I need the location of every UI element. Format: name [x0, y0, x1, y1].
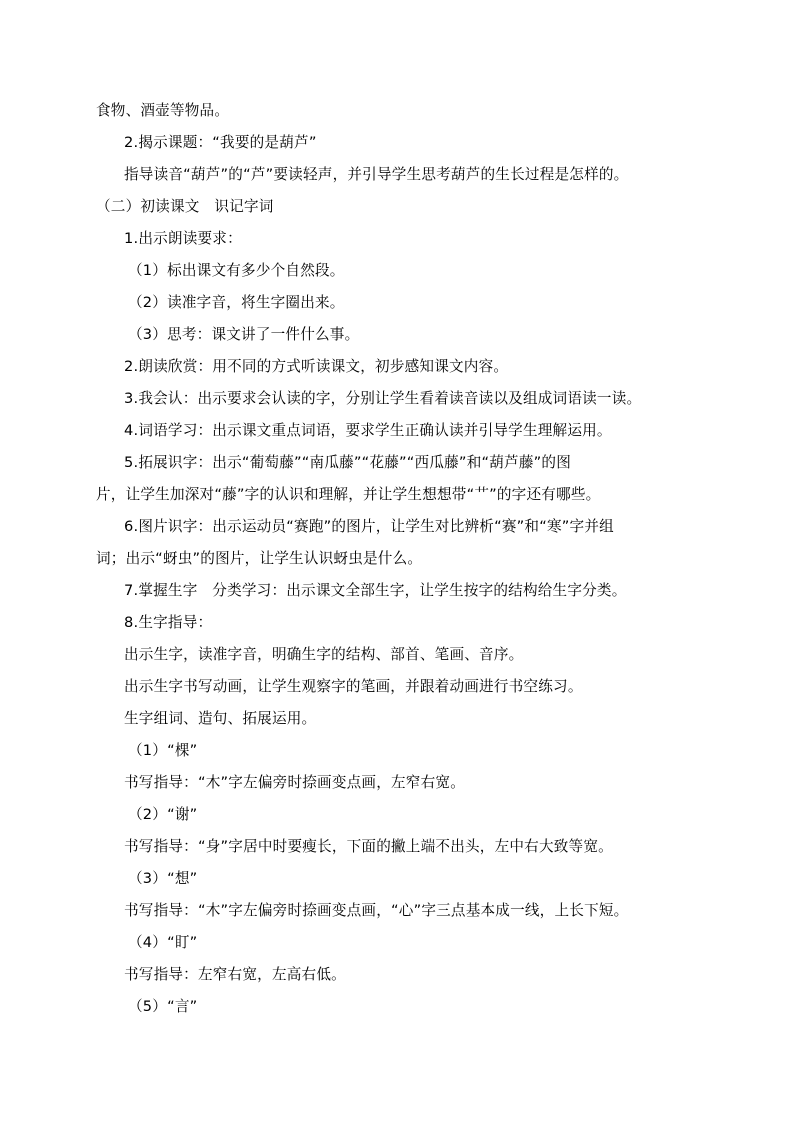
text-line: 指导读音“葫芦”的“芦”要读轻声，并引导学生思考葫芦的生长过程是怎样的。 — [124, 166, 629, 183]
char-heading: （2）“谢” — [128, 806, 198, 823]
text-line: 7.掌握生字 分类学习：出示课文全部生字，让学生按字的结构给生字分类。 — [124, 582, 627, 599]
text-line: 6.图片识字：出示运动员“赛跑”的图片，让学生对比辨析“赛”和“寒”字并组 — [124, 518, 614, 535]
text-line: 书写指导：“木”字左偏旁时捺画变点画，左窄右宽。 — [124, 774, 465, 791]
text-line: 生字组词、造句、拓展运用。 — [124, 710, 317, 727]
section-heading: （二）初读课文 识记字词 — [96, 198, 274, 215]
text-line: 2.揭示课题：“我要的是葫芦” — [124, 134, 317, 151]
list-item: （1）标出课文有多少个自然段。 — [128, 262, 345, 279]
text-line: 书写指导：左窄右宽，左高右低。 — [124, 966, 346, 983]
char-heading: （1）“棵” — [128, 742, 198, 759]
text-line: 5.拓展识字：出示“葡萄藤”“南瓜藤”“花藤”“西瓜藤”和“葫芦藤”的图 — [124, 454, 571, 471]
text-line: 出示生字，读准字音，明确生字的结构、部首、笔画、音序。 — [124, 646, 524, 663]
char-heading: （3）“想” — [128, 870, 198, 887]
text-line: 4.词语学习：出示课文重点词语，要求学生正确认读并引导学生理解运用。 — [124, 422, 612, 439]
text-line: 书写指导：“木”字左偏旁时捺画变点画，“心”字三点基本成一线，上长下短。 — [124, 902, 629, 919]
text-line: 出示生字书写动画，让学生观察字的笔画，并跟着动画进行书空练习。 — [124, 678, 583, 695]
char-heading: （4）“盯” — [128, 934, 198, 951]
text-line: 词；出示“蚜虫”的图片，让学生认识蚜虫是什么。 — [96, 550, 423, 567]
text-line: 1.出示朗读要求： — [124, 230, 242, 247]
list-item: （3）思考：课文讲了一件什么事。 — [128, 326, 360, 343]
list-item: （2）读准字音，将生字圈出来。 — [128, 294, 345, 311]
text-line: 片，让学生加深对“藤”字的认识和理解，并让学生想想带“艹”的字还有哪些。 — [96, 486, 601, 503]
char-heading: （5）“言” — [128, 998, 198, 1015]
text-line: 2.朗读欣赏：用不同的方式听读课文，初步感知课文内容。 — [124, 358, 509, 375]
text-line: 书写指导：“身”字居中时要瘦长，下面的撇上端不出头，左中右大致等宽。 — [124, 838, 613, 855]
text-line: 3.我会认：出示要求会认读的字，分别让学生看着读音读以及组成词语读一读。 — [124, 390, 642, 407]
text-line: 8.生字指导： — [124, 614, 213, 631]
text-line: 食物、酒壶等物品。 — [96, 102, 230, 119]
